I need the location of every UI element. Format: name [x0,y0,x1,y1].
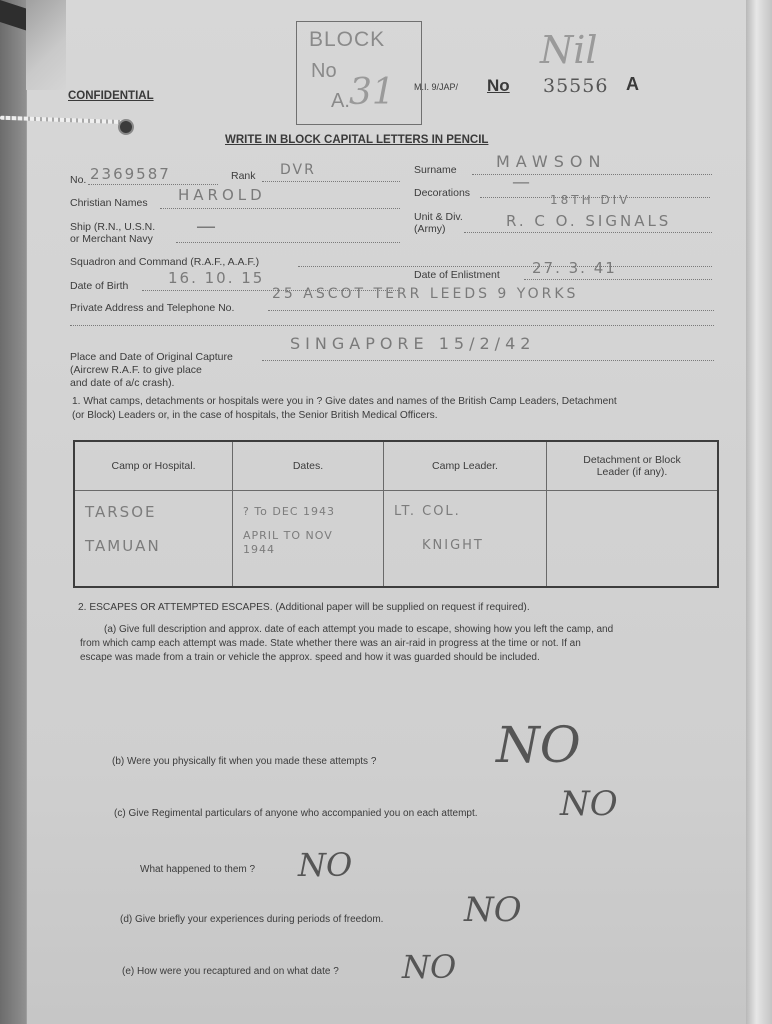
q2c-followup-answer: NO [298,846,353,884]
q2c-followup-text: What happened to them ? [140,864,256,875]
ship-value: — [196,214,218,238]
corner-note: Nil [540,28,598,72]
capture-value: SINGAPORE 15/2/42 [290,334,536,353]
table-header-row [74,441,718,491]
q2b-answer: NO [496,716,581,774]
service-no-value: 2369587 [90,165,171,183]
capture-label-2: (Aircrew R.A.F. to give place [70,364,202,376]
enlistment-label: Date of Enlistment [414,269,500,281]
capture-label-3: and date of a/c crash). [70,377,175,389]
col-camp-leader: Camp Leader. [384,441,547,491]
q1-text-1: 1. What camps, detachments or hospitals were you in ? Give dates and names of the British Camp Leaders, Detachment [72,396,617,407]
decorations-value: — [512,172,532,193]
enlistment-line [524,279,712,280]
dates-entry-1: ? To DEC 1943 [243,505,336,518]
form-no-label: No [487,76,510,95]
stamp-line-3: A. [331,90,350,112]
dates-cell [233,491,384,588]
ship-line [176,242,400,243]
address-value: 25 ASCOT TERR LEEDS 9 YORKS [272,286,579,302]
q2-title: 2. ESCAPES OR ATTEMPTED ESCAPES. (Additional paper will be supplied on request if required). [78,602,530,613]
surname-value: MAWSON [496,152,607,171]
stamp-line-2: No [311,60,337,82]
q2b-text: (b) Were you physically fit when you made these attempts ? [112,756,377,767]
q2c-answer: NO [560,784,618,824]
punch-hole [118,119,134,135]
camp-cell [74,491,233,588]
unit-line [464,232,712,233]
squadron-line [298,266,712,267]
unit-value: R. C O. SIGNALS [506,212,672,230]
q2d-answer: NO [464,890,522,930]
q1-text-2: (or Block) Leaders or, in the case of hospitals, the Senior British Medical Officers. [72,410,438,421]
enlistment-value: 27. 3. 41 [532,259,617,277]
mi-reference: M.I. 9/JAP/ [414,82,459,92]
col-dates: Dates. [233,441,384,491]
decorations-label: Decorations [414,187,471,199]
dates-entry-2: APRIL TO NOV 1944 [243,529,333,556]
leader-entry-1: LT. COL. [394,504,461,519]
q2e-answer: NO [402,948,457,986]
block-leader-cell [547,491,719,588]
capture-label-1: Place and Date of Original Capture [70,351,233,363]
christian-names-line [160,208,400,209]
service-no-label: No. [70,174,87,186]
leader-cell [384,491,547,588]
q2a-text-1: (a) Give full description and approx. date of each attempt you made to escape, showing how you left the camp, and [104,624,614,635]
stamp-line-1: BLOCK [309,28,386,51]
q2e-text: (e) How were you recaptured and on what date ? [122,966,339,977]
form-number: 35556 [543,75,609,97]
rank-line [262,181,400,182]
service-no-line [88,184,218,185]
folded-corner [26,0,66,90]
col-block-leader: Detachment or Block Leader (if any). [547,441,719,491]
rank-value: DVR [280,162,316,178]
ship-label-1: Ship (R.N., U.S.N. [70,221,156,233]
table-row [74,491,718,588]
dob-value: 16. 10. 15 [168,269,265,287]
rank-label: Rank [231,170,256,182]
q2a-text-3: escape was made from a train or vehicle the approx. speed and how it was guarded should be included. [80,652,540,663]
q2a-text-2: from which camp each attempt was made. State whether there was an air-raid in progress at the time or not. If an [80,638,581,649]
dob-label: Date of Birth [70,280,129,292]
q2c-text: (c) Give Regimental particulars of anyone who accompanied you on each attempt. [114,808,478,819]
stamp-handwritten-number: 31 [349,72,395,113]
camp-entry-2: TAMUAN [85,537,161,555]
squadron-label: Squadron and Command (R.A.F., A.A.F.) [70,256,260,268]
unit-label-1: Unit & Div. [414,211,463,223]
address-line-2 [70,325,714,326]
unit-division-value: 18TH DIV [550,193,631,207]
surname-label: Surname [414,164,457,176]
q2d-text: (d) Give briefly your experiences during periods of freedom. [120,914,384,925]
block-stamp [296,21,422,125]
capture-line [262,360,714,361]
page-edges [746,0,772,1024]
address-label: Private Address and Telephone No. [70,302,235,314]
camp-entry-1: TARSOE [85,503,157,521]
christian-names-label: Christian Names [70,197,148,209]
surname-line [472,174,712,175]
pencil-instruction: WRITE IN BLOCK CAPITAL LETTERS IN PENCIL [225,134,489,146]
confidential-label: CONFIDENTIAL [68,90,154,102]
leader-entry-2: KNIGHT [422,538,484,553]
col-camp: Camp or Hospital. [74,441,233,491]
unit-label-2: (Army) [414,223,446,235]
address-line [268,310,714,311]
ship-label-2: or Merchant Navy [70,233,153,245]
form-letter: A [626,74,639,94]
camps-table [73,440,719,588]
christian-names-value: HAROLD [178,186,266,204]
